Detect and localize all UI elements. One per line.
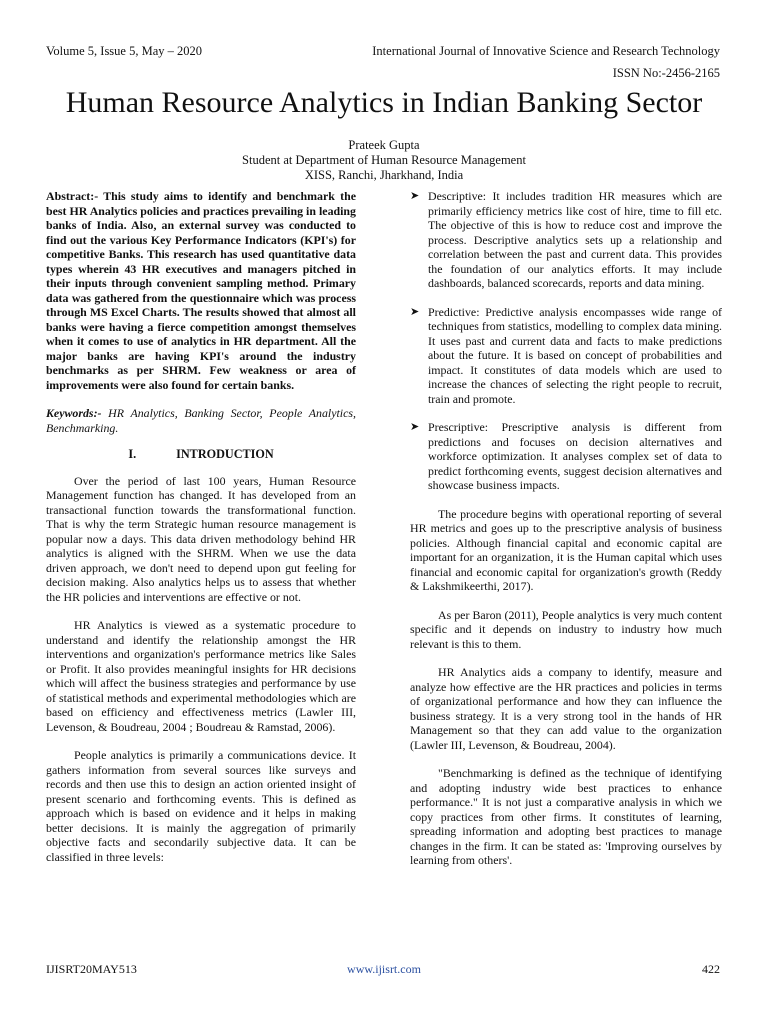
bullet-text: Descriptive: It includes tradition HR measures which are primarily efficiency metrics like cost of hire, time to fill etc. The objective of this is how to reduce cost and improve the process. Descriptive analytics sets up a relationship and correlation between the past and current data. This provides the foundation of our analytics efforts. It may include dashboards, balanced scorecards, reports and data mining. [428, 189, 722, 290]
section-title: INTRODUCTION [176, 447, 274, 461]
bullet-item [410, 420, 722, 493]
paragraph: HR Analytics aids a company to identify, measure and analyze how effective are the HR practices and policies in terms of organizational performance and how they can influence the business strategy. It is a very strong tool in the hands of HR Management so that they can add value to the organization (Lawler III, Levenson, & Boudreau, 2004). [410, 665, 722, 752]
section-heading-introduction [46, 447, 356, 462]
left-column [46, 189, 356, 864]
keywords-label: Keywords:- [46, 406, 102, 420]
author-location: XISS, Ranchi, Jharkhand, India [304, 168, 464, 182]
paragraph: "Benchmarking is defined as the technique of identifying and adopting industry wide best practices to enhance performance." It is not just a comparative analysis in which we copy practices from other firms. It constitutes of learning, spreading information and adopting best practices to manage changes in the firm. It can be stated as: 'Improving ourselves by learning from others'. [410, 766, 722, 867]
paragraph: HR Analytics is viewed as a systematic procedure to understand and identify the relationship amongst the HR interventions and organization's performance metrics like Sales or Profit. It also provides meaningful insights for HR decisions which will affect the business strategies and performance by use of statistical methods and experimental methodologies which are based on efficiency and effectiveness metrics (Lawler III, Levenson, & Boudreau, 2004 ; Boudreau & Ramstad, 2006). [46, 618, 356, 734]
page-number: 422 [702, 962, 720, 976]
paper-id: IJISRT20MAY513 [46, 962, 137, 976]
right-column [410, 189, 722, 868]
abstract: Abstract:- This study aims to identify and benchmark the best HR Analytics policies and practices prevailing in leading banks of India. Also, an external survey was conducted to find out the various Key Performance Indicators (KPI's) for competitive Banks. This research has used quantitative data types wherein 43 HR executives and managers pitched in their inputs through convenient sampling method. Primary data was gathered from the questionnaire which was process through MS Excel Charts. The results showed that almost all banks were having a fierce competition amongst themselves when it comes to use of analytics in HR department. All the major banks are having KPI's around the industry benchmarks as per SHRM. Few weakness or area of improvements were also found for certain banks. [46, 189, 356, 392]
section-number: I. [128, 447, 137, 461]
keywords-text: HR Analytics, Banking Sector, People Analytics, Benchmarking. [46, 406, 356, 435]
arrowhead-bullet-icon: ➤ [410, 190, 420, 202]
volume-issue: Volume 5, Issue 5, May – 2020 [46, 44, 203, 58]
author-block [0, 138, 768, 183]
bullet-item [410, 189, 722, 291]
arrowhead-bullet-icon: ➤ [410, 305, 420, 318]
paragraph: As per Baron (2011), People analytics is very much content specific and it depends on industry to industry how much relevant is this to them. [410, 607, 722, 651]
paper-title: Human Resource Analytics in Indian Banking Sector [65, 86, 703, 119]
paragraph: The procedure begins with operational reporting of several HR metrics and goes up to the prescriptive analysis of business policies. Although financial capital and economic capital are important for an organization, it is the Human capital which uses financial and economic capital for organization's growth (Reddy & Lakshmikeerthi, 2017). [410, 506, 722, 593]
keywords [46, 406, 356, 435]
journal-website-link[interactable]: www.ijisrt.com [347, 962, 421, 976]
author-affiliation: Student at Department of Human Resource Management [242, 153, 526, 167]
author-name: Prateek Gupta [348, 138, 420, 152]
issn: ISSN No:-2456-2165 [612, 66, 720, 80]
arrowhead-bullet-icon: ➤ [410, 421, 420, 433]
paragraph: People analytics is primarily a communications device. It gathers information from several sources like surveys and records and then use this to design an action oriented insight of present scenario and forthcoming events. This is defined as approach which is based on evidence and it helps in making better decisions. It is mainly the aggregation of primarily objective facts and secondarily subjective data. It can be classified in three levels: [46, 748, 356, 864]
bullet-text: Prescriptive: Prescriptive analysis is different from predictions and focuses on decision alternatives and workforce optimization. It analyses complex set of data to predict forthcoming events, suggest decision alternatives and showcase business impacts. [428, 420, 722, 492]
journal-name: International Journal of Innovative Science and Research Technology [372, 44, 720, 58]
bullet-text: Predictive: Predictive analysis encompasses wide range of techniques from statistics, modelling to complex data mining. It uses past and current data and facts to make predictions about the future. It is based on concept of probabilities and impact. It constitutes of data models which are used to increase the chances of selecting the right people to recruit, train and promote. [428, 304, 722, 406]
paragraph: Over the period of last 100 years, Human Resource Management function has changed. It has developed from an transactional function towards the transformational function. That is why the term Strategic human resource management is popular now a days. This data driven methodology behind HR analytics is aligned with the SHRM. When we use the data driven approach, we don't need to depend upon gut feeling for decision making. Also analytics helps us to assess that whether the HR policies and interventions are effective or not. [46, 473, 356, 604]
bullet-item [410, 305, 722, 407]
